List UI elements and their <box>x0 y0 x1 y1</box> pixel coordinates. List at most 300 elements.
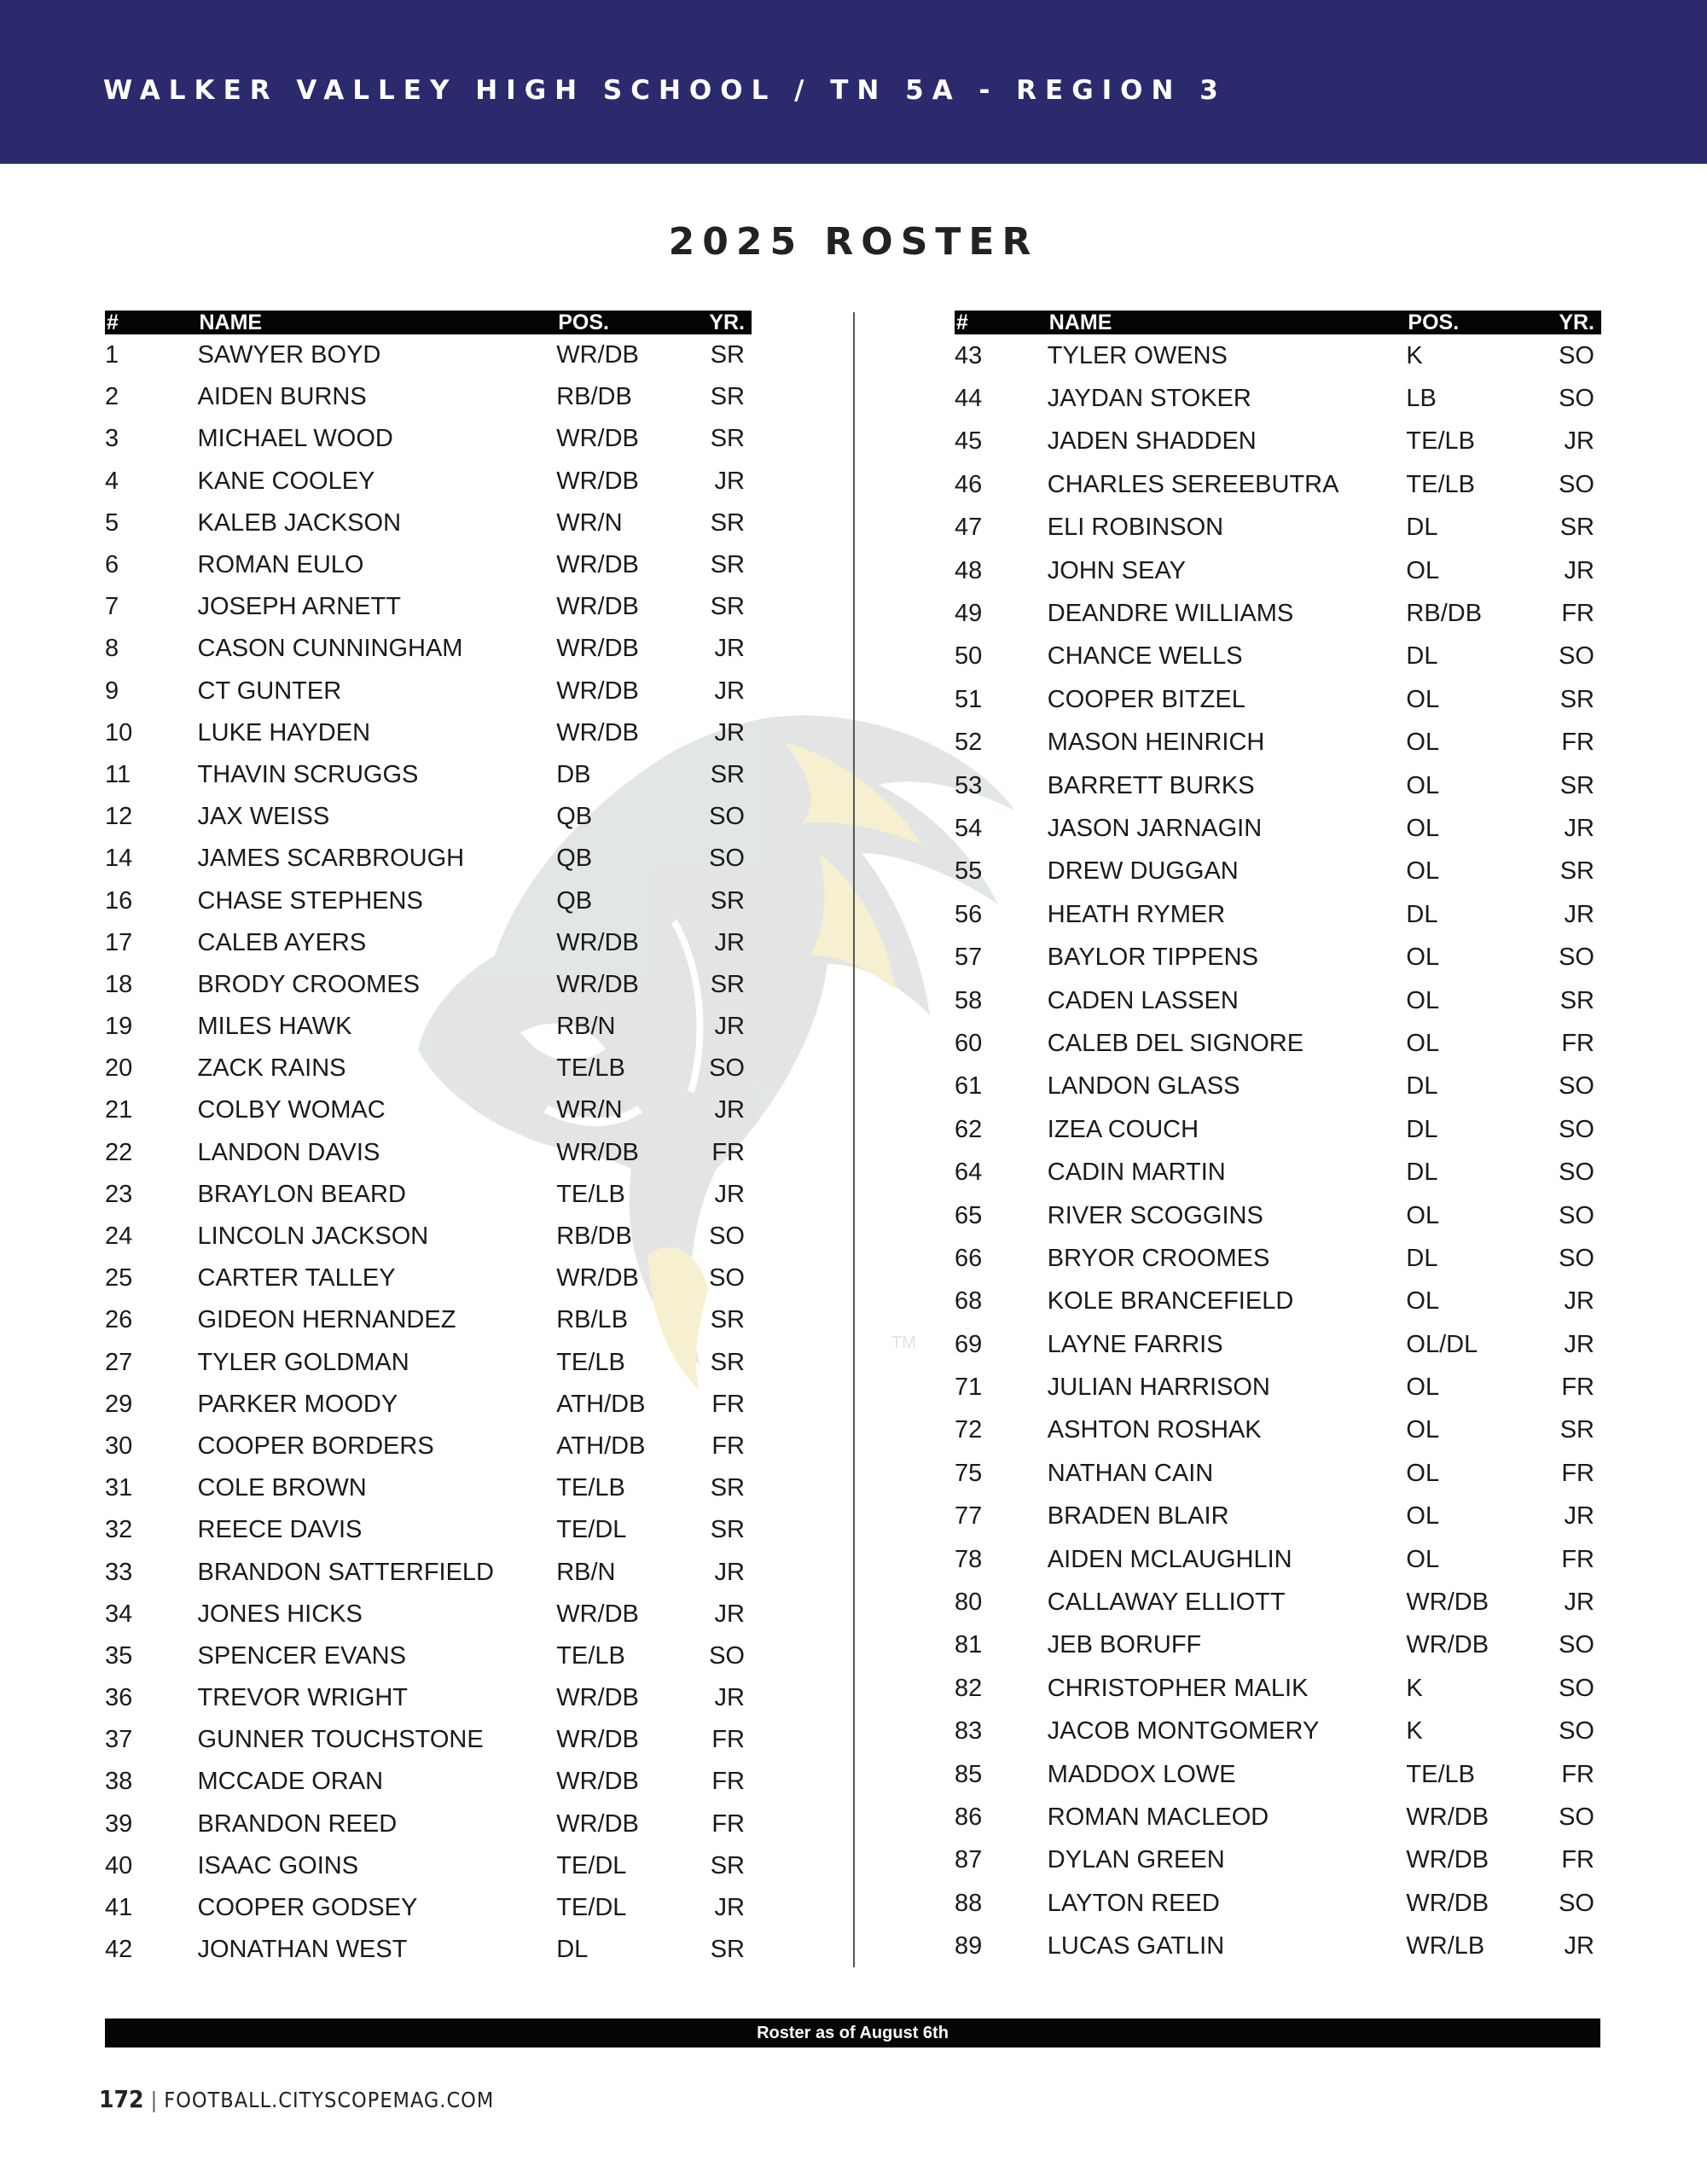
player-number: 25 <box>105 1264 133 1292</box>
player-position: WR/DB <box>556 1600 639 1628</box>
player-position: DL <box>1406 642 1438 671</box>
table-row <box>955 1366 1601 1409</box>
player-name: CARTER TALLEY <box>197 1264 396 1292</box>
player-name: IZEA COUCH <box>1047 1115 1199 1143</box>
player-number: 16 <box>105 886 133 915</box>
player-number: 71 <box>955 1374 983 1402</box>
player-position: RB/N <box>556 1013 616 1041</box>
player-name: CHASE STEPHENS <box>197 886 423 915</box>
player-year: SR <box>710 1306 745 1334</box>
player-number: 38 <box>105 1768 133 1796</box>
player-name: JACOB MONTGOMERY <box>1047 1717 1320 1745</box>
player-year: JR <box>714 1600 745 1628</box>
player-name: LANDON DAVIS <box>197 1138 380 1166</box>
player-year: JR <box>1564 1330 1594 1358</box>
player-position: WR/DB <box>556 1726 639 1754</box>
player-name: SAWYER BOYD <box>197 341 381 369</box>
player-position: WR/DB <box>556 425 639 453</box>
player-position: OL <box>1406 771 1440 799</box>
table-row <box>955 722 1601 764</box>
player-name: CALLAWAY ELLIOTT <box>1047 1589 1286 1617</box>
player-year: JR <box>1564 1287 1594 1316</box>
table-row <box>105 1384 752 1426</box>
player-year: FR <box>1561 1459 1594 1487</box>
player-number: 64 <box>955 1159 983 1187</box>
player-name: MILES HAWK <box>197 1013 352 1041</box>
player-name: CHARLES SEREEBUTRA <box>1047 470 1339 498</box>
table-row <box>955 377 1601 420</box>
player-number: 23 <box>105 1180 133 1208</box>
player-position: OL <box>1406 1459 1440 1487</box>
player-position: WR/DB <box>556 1264 639 1292</box>
player-year: FR <box>1561 600 1594 628</box>
player-year: FR <box>1561 1846 1594 1874</box>
player-year: FR <box>1561 1545 1594 1573</box>
player-name: BAYLOR TIPPENS <box>1047 944 1258 972</box>
player-year: JR <box>714 928 745 956</box>
player-year: JR <box>714 1180 745 1208</box>
player-year: SO <box>1559 1201 1594 1229</box>
player-position: WR/N <box>556 1096 623 1124</box>
player-name: BRAYLON BEARD <box>197 1180 406 1208</box>
player-year: SO <box>709 1264 745 1292</box>
player-year: SR <box>710 1936 745 1964</box>
player-year: FR <box>711 1809 745 1838</box>
player-year: FR <box>711 1768 745 1796</box>
column-header-position: POS. <box>1406 311 1541 334</box>
player-number: 53 <box>955 771 983 799</box>
table-row <box>955 1667 1601 1710</box>
player-number: 1 <box>105 341 119 369</box>
table-row <box>955 334 1601 377</box>
player-number: 61 <box>955 1072 983 1101</box>
player-year: FR <box>1561 1029 1594 1057</box>
player-position: WR/DB <box>556 928 639 956</box>
player-position: TE/LB <box>556 1054 625 1083</box>
player-year: SO <box>1559 1889 1594 1917</box>
player-position: OL <box>1406 1029 1440 1057</box>
column-header-year: YR. <box>691 311 752 334</box>
table-row <box>955 1882 1601 1925</box>
player-name: COLE BROWN <box>197 1474 367 1502</box>
page-footer <box>99 2085 494 2113</box>
player-position: OL/DL <box>1406 1330 1478 1358</box>
table-row <box>105 1509 752 1551</box>
player-number: 69 <box>955 1330 983 1358</box>
player-position: WR/DB <box>556 593 639 621</box>
player-number: 11 <box>105 760 131 788</box>
table-row <box>105 586 752 628</box>
table-row <box>955 1496 1601 1538</box>
player-name: MASON HEINRICH <box>1047 729 1265 757</box>
table-row <box>955 851 1601 893</box>
table-row <box>105 1006 752 1048</box>
player-position: OL <box>1406 729 1440 757</box>
player-year: JR <box>1564 556 1594 584</box>
player-position: ATH/DB <box>556 1432 646 1460</box>
player-name: JOHN SEAY <box>1047 556 1187 584</box>
player-number: 77 <box>955 1502 983 1531</box>
player-name: CALEB DEL SIGNORE <box>1047 1029 1304 1057</box>
player-year: SO <box>1559 642 1594 671</box>
table-row <box>105 1929 752 1971</box>
player-name: COLBY WOMAC <box>197 1096 386 1124</box>
player-name: GIDEON HERNANDEZ <box>197 1306 456 1334</box>
player-position: WR/DB <box>1406 1803 1489 1831</box>
player-year: SO <box>709 1223 745 1251</box>
player-year: SO <box>1559 1631 1594 1659</box>
player-name: THAVIN SCRUGGS <box>197 760 419 788</box>
player-year: FR <box>1561 729 1594 757</box>
player-name: MICHAEL WOOD <box>197 425 393 453</box>
table-row <box>105 754 752 796</box>
player-name: ASHTON ROSHAK <box>1047 1416 1262 1444</box>
player-position: RB/DB <box>1406 600 1483 628</box>
player-position: WR/N <box>556 508 623 537</box>
table-row <box>105 1635 752 1677</box>
player-position: TE/LB <box>1406 1760 1476 1788</box>
table-row <box>955 1452 1601 1495</box>
table-row <box>955 1237 1601 1280</box>
player-position: WR/DB <box>1406 1846 1489 1874</box>
player-number: 52 <box>955 729 983 757</box>
player-name: COOPER BITZEL <box>1047 685 1245 713</box>
player-name: REECE DAVIS <box>197 1516 363 1544</box>
player-name: JAYDAN STOKER <box>1047 385 1251 413</box>
table-row <box>955 1194 1601 1237</box>
player-number: 30 <box>105 1432 133 1460</box>
player-year: JR <box>1564 900 1594 928</box>
player-year: JR <box>1564 814 1594 842</box>
player-year: SO <box>1559 1115 1594 1143</box>
player-year: JR <box>714 1894 745 1922</box>
header-banner <box>0 0 1707 164</box>
player-name: ISAAC GOINS <box>197 1851 359 1879</box>
player-number: 81 <box>955 1631 983 1659</box>
table-row <box>105 964 752 1006</box>
table-row <box>105 1467 752 1509</box>
player-number: 89 <box>955 1932 983 1960</box>
player-position: RB/DB <box>556 383 632 411</box>
table-row <box>105 1845 752 1887</box>
player-position: OL <box>1406 814 1440 842</box>
player-year: SO <box>709 1641 745 1670</box>
table-row <box>955 1839 1601 1882</box>
player-position: OL <box>1406 1545 1440 1573</box>
player-name: JONATHAN WEST <box>197 1936 408 1964</box>
table-row <box>955 1066 1601 1108</box>
footer-separator: | <box>150 2088 158 2112</box>
column-header-position: POS. <box>556 311 691 334</box>
table-row <box>955 979 1601 1022</box>
player-position: QB <box>556 845 593 873</box>
player-position: OL <box>1406 1374 1440 1402</box>
player-number: 43 <box>955 341 983 369</box>
table-row <box>955 1281 1601 1323</box>
player-number: 50 <box>955 642 983 671</box>
player-year: SR <box>710 383 745 411</box>
table-row <box>105 628 752 670</box>
player-name: COOPER BORDERS <box>197 1432 434 1460</box>
player-name: KOLE BRANCEFIELD <box>1047 1287 1294 1316</box>
table-row <box>955 636 1601 678</box>
player-position: DL <box>1406 900 1438 928</box>
player-position: OL <box>1406 1416 1440 1444</box>
player-number: 4 <box>105 467 119 495</box>
player-position: QB <box>556 886 593 915</box>
player-year: JR <box>1564 1502 1594 1531</box>
player-year: JR <box>714 1684 745 1712</box>
player-number: 21 <box>105 1096 133 1124</box>
player-number: 12 <box>105 803 133 831</box>
player-name: LUKE HAYDEN <box>197 718 371 746</box>
player-number: 87 <box>955 1846 983 1874</box>
player-year: SR <box>710 1851 745 1879</box>
player-name: DYLAN GREEN <box>1047 1846 1225 1874</box>
player-name: LANDON GLASS <box>1047 1072 1240 1101</box>
player-year: JR <box>714 677 745 705</box>
player-name: DEANDRE WILLIAMS <box>1047 600 1294 628</box>
player-name: CASON CUNNINGHAM <box>197 635 463 663</box>
table-row <box>105 461 752 502</box>
table-row <box>105 1299 752 1341</box>
player-number: 66 <box>955 1244 983 1272</box>
player-position: TE/DL <box>556 1516 627 1544</box>
player-year: JR <box>714 467 745 495</box>
column-header-number: # <box>105 311 198 334</box>
player-year: SO <box>1559 470 1594 498</box>
player-name: PARKER MOODY <box>197 1390 398 1418</box>
player-number: 18 <box>105 970 133 998</box>
player-position: WR/DB <box>556 1768 639 1796</box>
table-row <box>105 544 752 586</box>
player-name: CADIN MARTIN <box>1047 1159 1226 1187</box>
player-name: DREW DUGGAN <box>1047 857 1239 886</box>
player-name: TYLER OWENS <box>1047 341 1228 369</box>
player-year: FR <box>711 1138 745 1166</box>
player-position: WR/DB <box>556 1809 639 1838</box>
player-number: 2 <box>105 383 119 411</box>
player-name: JASON JARNAGIN <box>1047 814 1263 842</box>
website-link[interactable]: FOOTBALL.CITYSCOPEMAG.COM <box>164 2088 495 2112</box>
player-position: WR/DB <box>1406 1889 1489 1917</box>
player-year: SR <box>710 551 745 579</box>
table-row <box>955 764 1601 807</box>
player-name: BRANDON REED <box>197 1809 398 1838</box>
player-year: JR <box>714 1013 745 1041</box>
player-name: MADDOX LOWE <box>1047 1760 1236 1788</box>
table-row <box>105 922 752 964</box>
player-number: 85 <box>955 1760 983 1788</box>
player-year: SR <box>710 1348 745 1376</box>
player-position: WR/DB <box>1406 1589 1489 1617</box>
player-name: BARRETT BURKS <box>1047 771 1255 799</box>
player-number: 54 <box>955 814 983 842</box>
page-number: 172 <box>99 2085 144 2113</box>
player-position: OL <box>1406 685 1440 713</box>
player-year: SR <box>710 760 745 788</box>
player-name: CT GUNTER <box>197 677 342 705</box>
player-position: WR/DB <box>556 467 639 495</box>
player-position: WR/DB <box>556 341 639 369</box>
player-position: DL <box>1406 1244 1438 1272</box>
table-row <box>105 1677 752 1719</box>
player-position: TE/LB <box>556 1474 625 1502</box>
player-position: QB <box>556 803 593 831</box>
player-name: KALEB JACKSON <box>197 508 402 537</box>
player-number: 8 <box>105 635 119 663</box>
player-name: LAYNE FARRIS <box>1047 1330 1223 1358</box>
table-row <box>105 334 752 376</box>
table-row <box>105 1342 752 1384</box>
player-year: FR <box>1561 1760 1594 1788</box>
table-row <box>955 1925 1601 1967</box>
player-position: OL <box>1406 857 1440 886</box>
player-number: 62 <box>955 1115 983 1143</box>
player-number: 75 <box>955 1459 983 1487</box>
banner-title: WALKER VALLEY HIGH SCHOOL / TN 5A - REGION 3 <box>103 75 1227 106</box>
table-row <box>105 1551 752 1593</box>
player-number: 48 <box>955 556 983 584</box>
player-number: 6 <box>105 551 119 579</box>
table-row <box>105 502 752 544</box>
player-name: COOPER GODSEY <box>197 1894 418 1922</box>
table-row <box>105 1089 752 1131</box>
player-year: JR <box>1564 427 1594 456</box>
player-number: 40 <box>105 1851 133 1879</box>
player-position: DL <box>1406 1159 1438 1187</box>
column-header-name: NAME <box>1048 311 1407 334</box>
player-number: 60 <box>955 1029 983 1057</box>
player-number: 9 <box>105 677 119 705</box>
player-position: K <box>1406 1717 1423 1745</box>
table-row <box>955 893 1601 936</box>
player-number: 42 <box>105 1936 133 1964</box>
player-name: JONES HICKS <box>197 1600 363 1628</box>
player-position: OL <box>1406 1201 1440 1229</box>
table-header-row <box>105 311 752 334</box>
player-name: LAYTON REED <box>1047 1889 1220 1917</box>
table-row <box>955 1323 1601 1366</box>
player-number: 37 <box>105 1726 133 1754</box>
player-position: ATH/DB <box>556 1390 646 1418</box>
player-number: 41 <box>105 1894 133 1922</box>
player-name: JOSEPH ARNETT <box>197 593 401 621</box>
player-number: 78 <box>955 1545 983 1573</box>
player-year: SO <box>1559 385 1594 413</box>
table-row <box>955 1151 1601 1194</box>
player-position: RB/N <box>556 1558 616 1586</box>
player-name: AIDEN BURNS <box>197 383 367 411</box>
player-number: 19 <box>105 1013 133 1041</box>
player-number: 36 <box>105 1684 133 1712</box>
table-row <box>105 1594 752 1635</box>
table-row <box>955 936 1601 979</box>
player-position: TE/LB <box>1406 427 1476 456</box>
player-year: SR <box>1559 1416 1594 1444</box>
player-number: 31 <box>105 1474 133 1502</box>
player-year: SR <box>1559 986 1594 1014</box>
player-year: SR <box>1559 857 1594 886</box>
player-name: MCCADE ORAN <box>197 1768 384 1796</box>
table-row <box>105 1804 752 1845</box>
player-year: SO <box>709 845 745 873</box>
player-name: BRYOR CROOMES <box>1047 1244 1270 1272</box>
player-position: OL <box>1406 556 1440 584</box>
table-row <box>105 671 752 712</box>
player-name: CHANCE WELLS <box>1047 642 1243 671</box>
player-position: LB <box>1406 385 1437 413</box>
player-name: TREVOR WRIGHT <box>197 1684 408 1712</box>
player-number: 10 <box>105 718 133 746</box>
player-position: DL <box>556 1936 589 1964</box>
player-position: OL <box>1406 1287 1440 1316</box>
player-number: 88 <box>955 1889 983 1917</box>
player-year: JR <box>714 635 745 663</box>
player-year: SR <box>1559 514 1594 542</box>
table-row <box>105 1132 752 1174</box>
player-year: SO <box>1559 1717 1594 1745</box>
player-number: 35 <box>105 1641 133 1670</box>
player-position: WR/DB <box>556 635 639 663</box>
table-row <box>955 1711 1601 1753</box>
player-number: 14 <box>105 845 133 873</box>
table-header-row <box>955 311 1601 334</box>
player-position: WR/DB <box>556 718 639 746</box>
roster-table-left <box>105 311 752 1971</box>
player-name: JAMES SCARBROUGH <box>197 845 465 873</box>
player-number: 29 <box>105 1390 133 1418</box>
player-position: WR/DB <box>556 1684 639 1712</box>
player-year: FR <box>711 1432 745 1460</box>
player-year: SO <box>1559 944 1594 972</box>
player-name: SPENCER EVANS <box>197 1641 406 1670</box>
player-year: JR <box>714 1096 745 1124</box>
player-year: SO <box>1559 1674 1594 1702</box>
player-position: WR/DB <box>556 551 639 579</box>
player-year: SO <box>1559 341 1594 369</box>
player-position: OL <box>1406 944 1440 972</box>
player-year: JR <box>1564 1589 1594 1617</box>
player-year: SO <box>1559 1803 1594 1831</box>
player-number: 65 <box>955 1201 983 1229</box>
table-row <box>105 1887 752 1929</box>
table-row <box>955 678 1601 721</box>
table-row <box>955 592 1601 635</box>
player-position: TE/LB <box>556 1348 625 1376</box>
trademark-mark: TM <box>891 1333 916 1352</box>
player-number: 80 <box>955 1589 983 1617</box>
player-position: OL <box>1406 986 1440 1014</box>
player-year: SR <box>1559 771 1594 799</box>
player-year: SO <box>1559 1159 1594 1187</box>
player-position: WR/DB <box>556 970 639 998</box>
player-year: SO <box>709 1054 745 1083</box>
table-row <box>955 1624 1601 1667</box>
table-row <box>955 807 1601 850</box>
player-position: DL <box>1406 514 1438 542</box>
player-number: 32 <box>105 1516 133 1544</box>
player-position: K <box>1406 1674 1423 1702</box>
table-row <box>955 1753 1601 1796</box>
player-position: DL <box>1406 1115 1438 1143</box>
player-year: FR <box>711 1390 745 1418</box>
table-row <box>955 463 1601 506</box>
player-year: SO <box>1559 1072 1594 1101</box>
player-year: SR <box>710 593 745 621</box>
table-row <box>105 376 752 418</box>
column-header-year: YR. <box>1541 311 1601 334</box>
